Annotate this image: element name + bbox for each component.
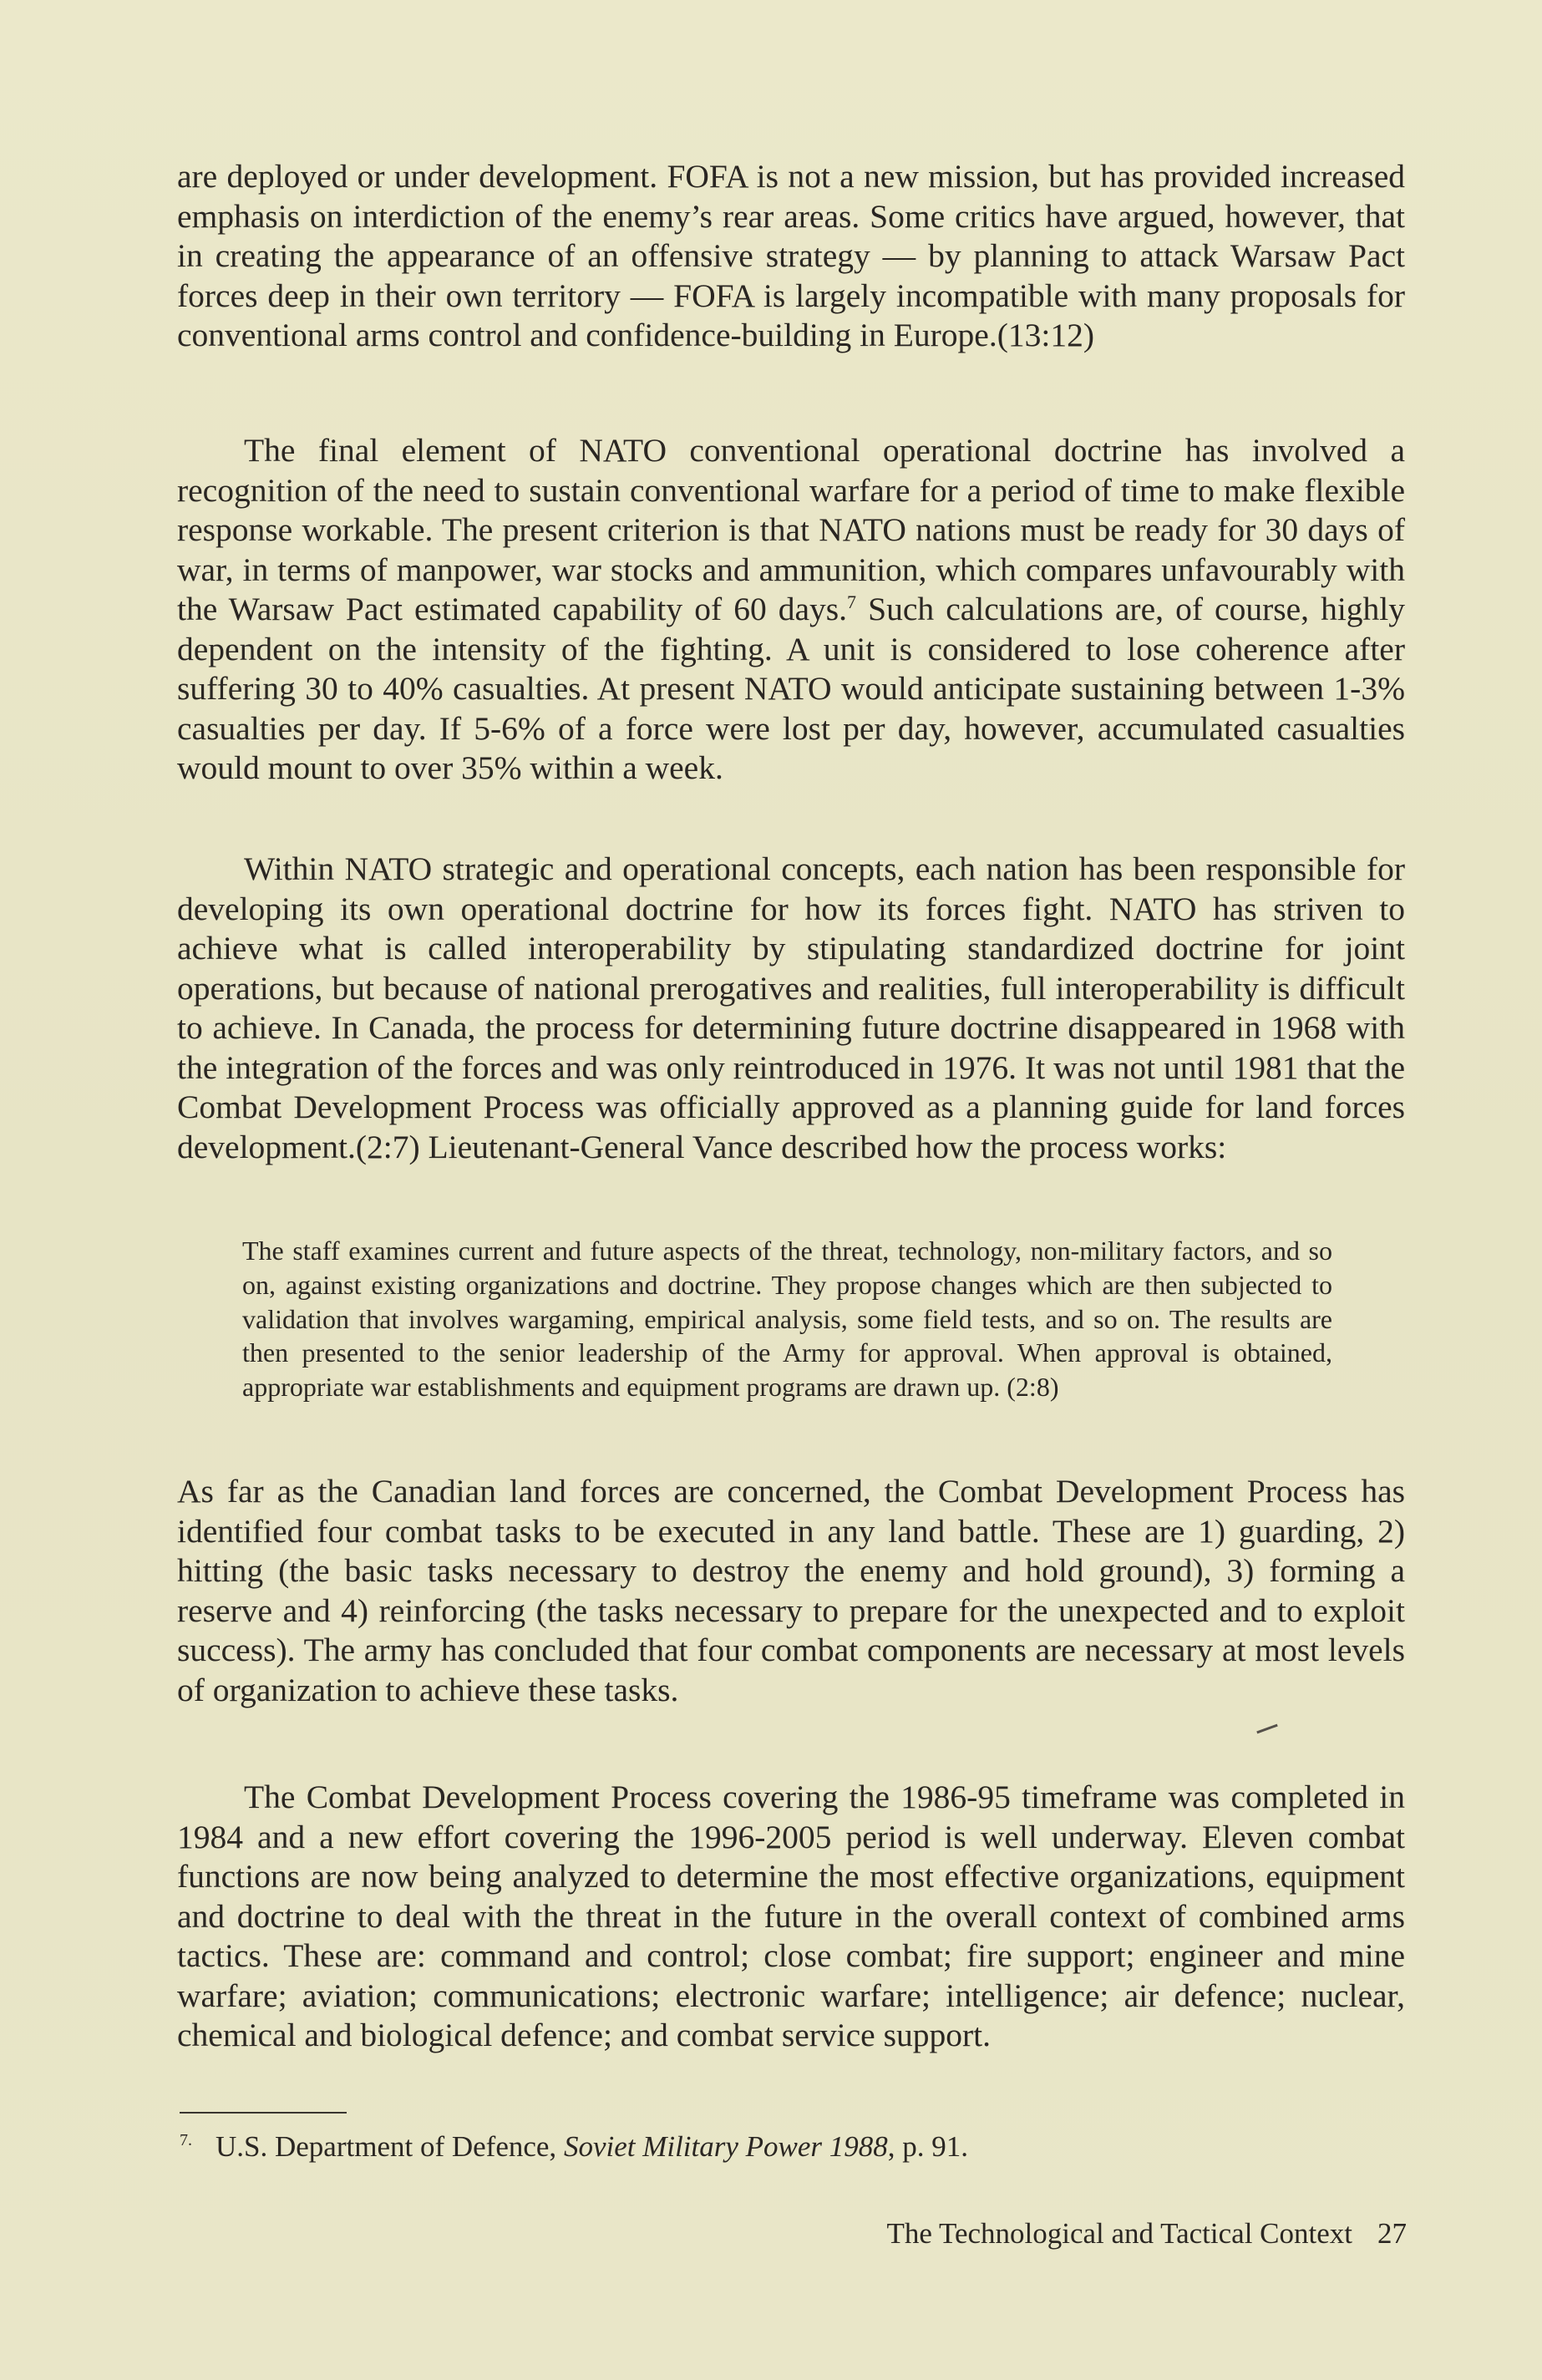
footnote-rule [180, 2112, 347, 2114]
footnote-number: 7. [180, 2131, 192, 2150]
body-paragraph: The Combat Development Process covering the 1986-95 timeframe was completed in 1984 and a new effort covering the 1996-2005 period is well underway. Eleven combat functions are now being analyzed to determine the most effective organizations, equipment and doctrine to deal with the threat in the future in the overall context of combined arms tactics. These are: command and control; close combat; fire support; engineer and mine warfare; aviation; communications; electronic warfare; intelligence; air defence; nuclear, chemical and biological defence; and combat service support. [177, 1779, 1405, 2053]
paragraph-combat-development [177, 1778, 1405, 2056]
block-quote: The staff examines current and future aspects of the threat, technology, non-military factors, and so on, against existing organizations and doctrine. They propose changes which are then subjected to validation that involves wargaming, empirical analysis, some field tests, and so on. The results are then presented to the senior leadership of the Army for approval. When approval is obtained, appropriate war establishments and equipment programs are drawn up. (2:8) [242, 1236, 1332, 1403]
body-paragraph: Within NATO strategic and operational concepts, each nation has been responsible for developing its own operational doctrine for how its forces fight. NATO has striven to achieve what is called interoperability by stipulating standardized doctrine for joint operations, but because of national prerogatives and realities, full interoperability is difficult to achieve. In Canada, the process for determining future doctrine disappeared in 1968 with the integration of the forces and was only reintroduced in 1976. It was not until 1981 that the Combat Development Process was officially approved as a planning guide for land forces development.(2:7) Lieutenant-General Vance described how the process works: [177, 850, 1405, 1165]
pen-mark [1256, 1724, 1277, 1734]
paragraph-within-nato [177, 850, 1405, 1167]
body-text: Such calculations are, of course, highly dependent on the intensity of the fighting. A unit is considered to lose coherence after suffering 30 to 40% casualties. At present NATO would anticipate sustaining between 1-3% casualties per day. If 5-6% of a force were lost per day, however, accumulated casualties would mount to over 35% within a week. [177, 591, 1406, 786]
footnote-title: Soviet Military Power 1988 [563, 2130, 888, 2163]
body-text: The final element of NATO conventional operational doctrine has involved a recognition of the need to sustain conventional warfare for a period of time to make flexible response workable. The present criterion is that NATO nations must be ready for 30 days of war, in terms of manpower, war stocks and ammunition, which compares unfavourably with the Warsaw Pact estimated capability of 60 days. [177, 432, 1405, 627]
footnote [180, 2129, 1349, 2165]
running-footer [886, 2215, 1407, 2252]
footnote-text: U.S. Department of Defence, [216, 2130, 557, 2163]
body-paragraph [177, 431, 1405, 789]
footnote-text-after: , p. 91. [887, 2130, 969, 2163]
body-paragraph: As far as the Canadian land forces are concerned, the Combat Development Process has identified four combat tasks to be executed in any land battle. These are 1) guarding, 2) hitting (the basic tasks necessary to destroy the enemy and hold ground), 3) forming a reserve and 4) reinforcing (the tasks necessary to prepare for the unexpected and to exploit success). The army has concluded that four combat components are necessary at most levels of organization to achieve these tasks. [177, 1473, 1405, 1708]
paragraph-canadian-land-forces [177, 1472, 1405, 1710]
body-paragraph: are deployed or under development. FOFA is not a new mission, but has provided increased emphasis on interdiction of the enemy’s rear areas. Some critics have argued, however, that in creating the appearance of an offensive strategy — by planning to attack Warsaw Pact forces deep in their own territory — FOFA is largely incompatible with many proposals for conventional arms control and confidence-building in Europe.(13:12) [177, 158, 1405, 353]
paragraph-fofa [177, 157, 1405, 356]
footnote-reference: 7 [847, 591, 857, 612]
paragraph-final-element [177, 431, 1405, 789]
page-number: 27 [1377, 2217, 1407, 2250]
footer-title: The Technological and Tactical Context [886, 2217, 1352, 2250]
